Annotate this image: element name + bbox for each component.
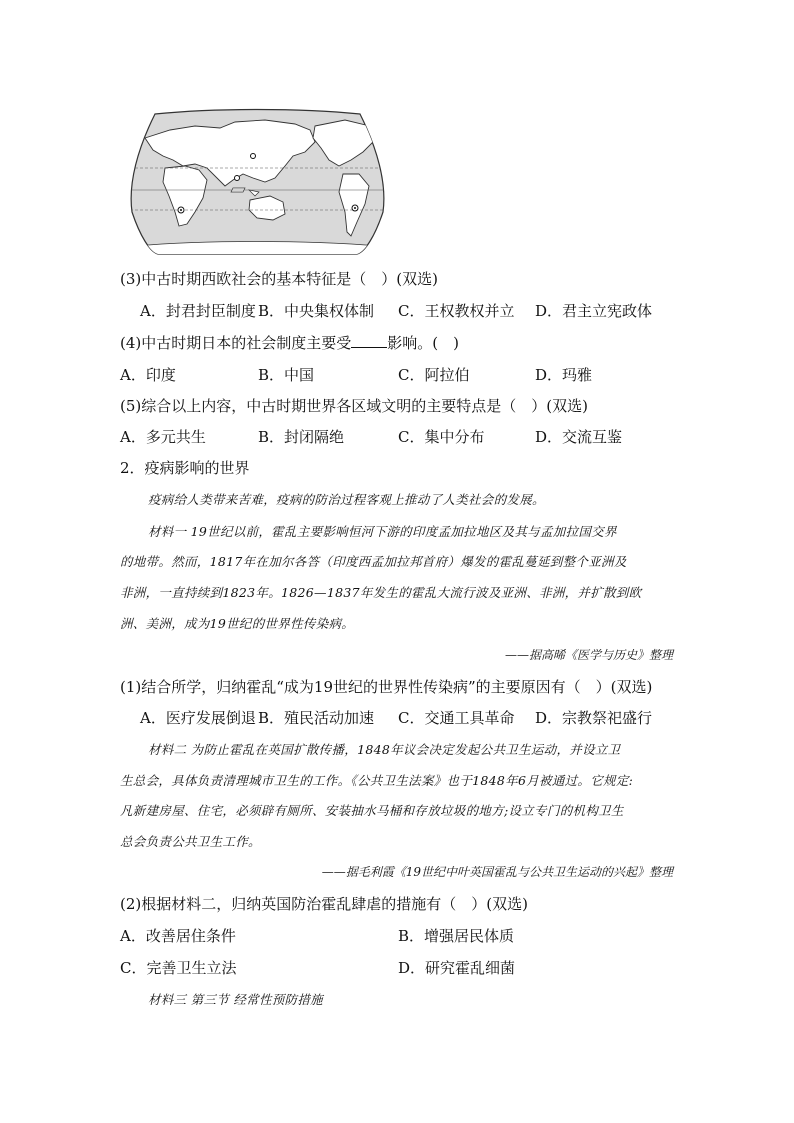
material-2-line-4: 总会负责公共卫生工作。 [120, 834, 261, 849]
q2-1-option-d[interactable]: D．宗教祭祀盛行 [535, 709, 653, 727]
q2-1-option-a[interactable]: A．医疗发展倒退 [140, 709, 256, 727]
q2-1-option-b[interactable]: B．殖民活动加速 [258, 709, 375, 727]
material-1-source: ——据高晞《医学与历史》整理 [504, 648, 673, 662]
section-2-intro: 疫病给人类带来苦难，疫病的防治过程客观上推动了人类社会的发展。 [148, 492, 545, 507]
q3-option-a[interactable]: A．封君封臣制度 [140, 302, 256, 320]
question-5-stem: (5)综合以上内容，中古时期世界各区域文明的主要特点是（ ）(双选) [120, 397, 588, 415]
q4-option-d[interactable]: D．玛雅 [535, 366, 593, 384]
q5-option-d[interactable]: D．交流互鉴 [535, 428, 623, 446]
q3-option-d[interactable]: D．君主立宪政体 [535, 302, 653, 320]
material-2-source: ——据毛利霞《19世纪中叶英国霍乱与公共卫生运动的兴起》整理 [321, 865, 673, 879]
q2-2-option-b[interactable]: B．增强居民体质 [398, 927, 515, 945]
q4-stem-before: (4)中古时期日本的社会制度主要受 [120, 334, 352, 352]
material-2-line-2: 生总会，具体负责清理城市卫生的工作。《公共卫生法案》也于1848年6月被通过。它规定: [120, 773, 634, 788]
world-map [125, 108, 390, 256]
question-3-stem: (3)中古时期西欧社会的基本特征是（ ）(双选) [120, 270, 438, 288]
material-2-line-3: 凡新建房屋、住宅，必须辟有厕所、安装抽水马桶和存放垃圾的地方;设立专门的机构卫生 [120, 803, 624, 818]
q2-1-option-c[interactable]: C．交通工具革命 [398, 709, 515, 727]
material-1-line-3: 非洲，一直持续到1823年。1826—1837年发生的霍乱大流行波及亚洲、非洲，并扩散到欧 [120, 585, 642, 600]
material-3-title: 材料三 第三节 经常性预防措施 [148, 992, 323, 1007]
material-1-line-1: 材料一 19世纪以前，霍乱主要影响恒河下游的印度孟加拉地区及其与孟加拉国交界 [148, 524, 617, 539]
question-2-1-stem: (1)结合所学，归纳霍乱“成为19世纪的世界性传染病”的主要原因有（ ）(双选) [120, 678, 653, 696]
material-1-line-2: 的地带。然而，1817年在加尔各答（印度西孟加拉邦首府）爆发的霍乱蔓延到整个亚洲及 [120, 554, 627, 569]
q3-option-b[interactable]: B．中央集权体制 [258, 302, 375, 320]
q5-option-a[interactable]: A．多元共生 [120, 428, 206, 446]
q2-2-option-a[interactable]: A．改善居住条件 [120, 927, 236, 945]
q4-option-c[interactable]: C．阿拉伯 [398, 366, 470, 384]
q4-stem-after: 影响。( ) [387, 334, 459, 352]
question-4-stem [120, 332, 459, 353]
q4-option-b[interactable]: B．中国 [258, 366, 315, 384]
q4-blank[interactable] [351, 333, 387, 348]
q5-option-c[interactable]: C．集中分布 [398, 428, 485, 446]
question-2-2-stem: (2)根据材料二，归纳英国防治霍乱肆虐的措施有（ ）(双选) [120, 895, 528, 913]
material-2-line-1: 材料二 为防止霍乱在英国扩散传播，1848年议会决定发起公共卫生运动，并设立卫 [148, 742, 621, 757]
q4-option-a[interactable]: A．印度 [120, 366, 176, 384]
q2-2-option-d[interactable]: D．研究霍乱细菌 [398, 959, 516, 977]
material-1-line-4: 洲、美洲，成为19世纪的世界性传染病。 [120, 616, 355, 631]
q2-2-option-c[interactable]: C．完善卫生立法 [120, 959, 237, 977]
q3-option-c[interactable]: C．王权教权并立 [398, 302, 515, 320]
q5-option-b[interactable]: B．封闭隔绝 [258, 428, 345, 446]
section-2-title: 2．疫病影响的世界 [120, 459, 250, 477]
